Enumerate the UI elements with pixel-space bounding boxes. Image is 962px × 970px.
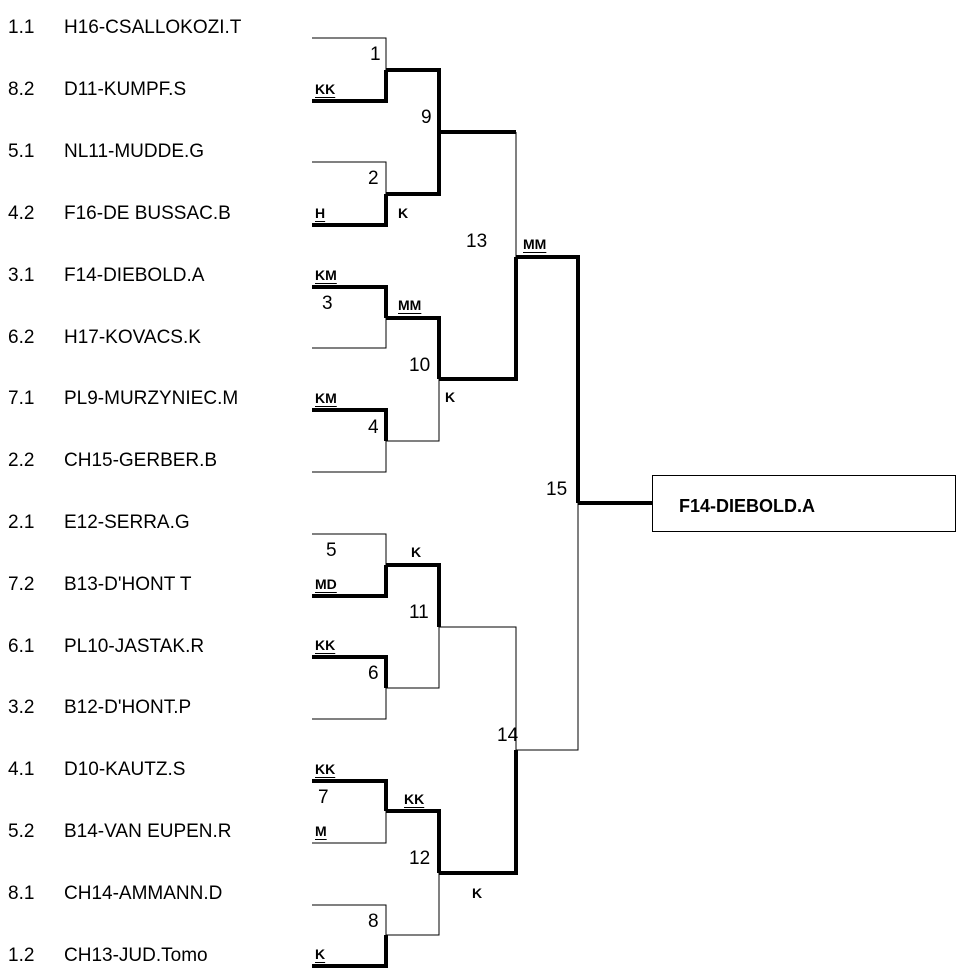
player-name: D10-KAUTZ.S bbox=[64, 759, 186, 780]
player-name: F14-DIEBOLD.A bbox=[64, 265, 205, 286]
match-number: 4 bbox=[368, 417, 379, 438]
player-name: PL10-JASTAK.R bbox=[64, 636, 205, 657]
match-number: 14 bbox=[497, 725, 519, 746]
match-number: 1 bbox=[370, 44, 381, 65]
line-r2-m10 bbox=[386, 379, 439, 441]
line-r1-m6 bbox=[312, 688, 386, 719]
line-r2-m11 bbox=[386, 627, 439, 688]
score-label: K bbox=[445, 389, 456, 405]
match-number: 7 bbox=[318, 787, 329, 808]
player-seed: 7.1 bbox=[8, 388, 35, 409]
player-seed: 3.1 bbox=[8, 265, 35, 286]
match-number: 12 bbox=[409, 848, 431, 869]
player-name: F16-DE BUSSAC.B bbox=[64, 203, 231, 224]
match-number: 15 bbox=[546, 479, 568, 500]
player-name: B13-D'HONT T bbox=[64, 574, 192, 595]
bracket-lines bbox=[312, 38, 652, 966]
player-seed: 4.2 bbox=[8, 203, 35, 224]
player-name: NL11-MUDDE.G bbox=[64, 141, 205, 162]
score-label: MM bbox=[398, 297, 422, 313]
match-number: 10 bbox=[409, 355, 431, 376]
player-seed: 4.1 bbox=[8, 759, 35, 780]
line-r2-m12 bbox=[386, 873, 439, 935]
score-label: MD bbox=[315, 576, 337, 592]
score-label: KM bbox=[315, 267, 337, 283]
score-label: MM bbox=[523, 236, 547, 252]
match-number: 9 bbox=[421, 107, 432, 128]
player-seed: 8.2 bbox=[8, 79, 35, 100]
score-label: KM bbox=[315, 390, 337, 406]
player-name: CH15-GERBER.B bbox=[64, 450, 218, 471]
line-r3-m14-win bbox=[439, 750, 516, 873]
player-seed: 6.1 bbox=[8, 636, 35, 657]
score-label: M bbox=[315, 823, 327, 839]
score-label: KK bbox=[404, 791, 425, 807]
match-number: 3 bbox=[322, 293, 333, 314]
score-label: KK bbox=[315, 761, 336, 777]
winner-box bbox=[652, 475, 956, 532]
player-seed: 5.2 bbox=[8, 821, 35, 842]
line-r1-m3 bbox=[312, 318, 386, 348]
line-r2-m9 bbox=[386, 132, 439, 194]
match-number: 8 bbox=[368, 911, 379, 932]
player-name: B12-D'HONT.P bbox=[64, 697, 192, 718]
player-seed: 2.2 bbox=[8, 450, 35, 471]
line-r3-m13-win bbox=[439, 257, 516, 379]
match-number: 13 bbox=[466, 231, 488, 252]
player-name: H17-KOVACS.K bbox=[64, 327, 201, 348]
player-seed: 1.2 bbox=[8, 945, 35, 966]
line-final-win bbox=[516, 257, 578, 503]
match-number: 5 bbox=[326, 540, 337, 561]
score-label: K bbox=[411, 544, 422, 560]
player-seed: 5.1 bbox=[8, 141, 35, 162]
player-seed: 8.1 bbox=[8, 883, 35, 904]
player-seed: 1.1 bbox=[8, 17, 35, 38]
score-label: H bbox=[315, 205, 326, 221]
score-label: K bbox=[315, 946, 326, 962]
player-name: H16-CSALLOKOZI.T bbox=[64, 17, 242, 38]
player-name: PL9-MURZYNIEC.M bbox=[64, 388, 239, 409]
match-number: 11 bbox=[409, 602, 429, 623]
player-name: B14-VAN EUPEN.R bbox=[64, 821, 232, 842]
player-seed: 7.2 bbox=[8, 574, 35, 595]
match-number: 6 bbox=[368, 663, 379, 684]
score-label: K bbox=[472, 885, 483, 901]
player-name: D11-KUMPF.S bbox=[64, 79, 187, 100]
score-label: KK bbox=[315, 81, 336, 97]
player-seed: 6.2 bbox=[8, 327, 35, 348]
player-seed: 2.1 bbox=[8, 512, 35, 533]
line-r1-m4-bottom bbox=[312, 441, 386, 472]
player-seed: 3.2 bbox=[8, 697, 35, 718]
match-number: 2 bbox=[368, 168, 379, 189]
line-final bbox=[516, 503, 578, 750]
player-name: CH14-AMMANN.D bbox=[64, 883, 223, 904]
score-label: KK bbox=[315, 637, 336, 653]
player-name: CH13-JUD.Tomo bbox=[64, 945, 208, 966]
score-label: K bbox=[398, 205, 409, 221]
winner-name: F14-DIEBOLD.A bbox=[679, 496, 816, 516]
player-name: E12-SERRA.G bbox=[64, 512, 190, 533]
line-r1-m5 bbox=[312, 534, 386, 565]
